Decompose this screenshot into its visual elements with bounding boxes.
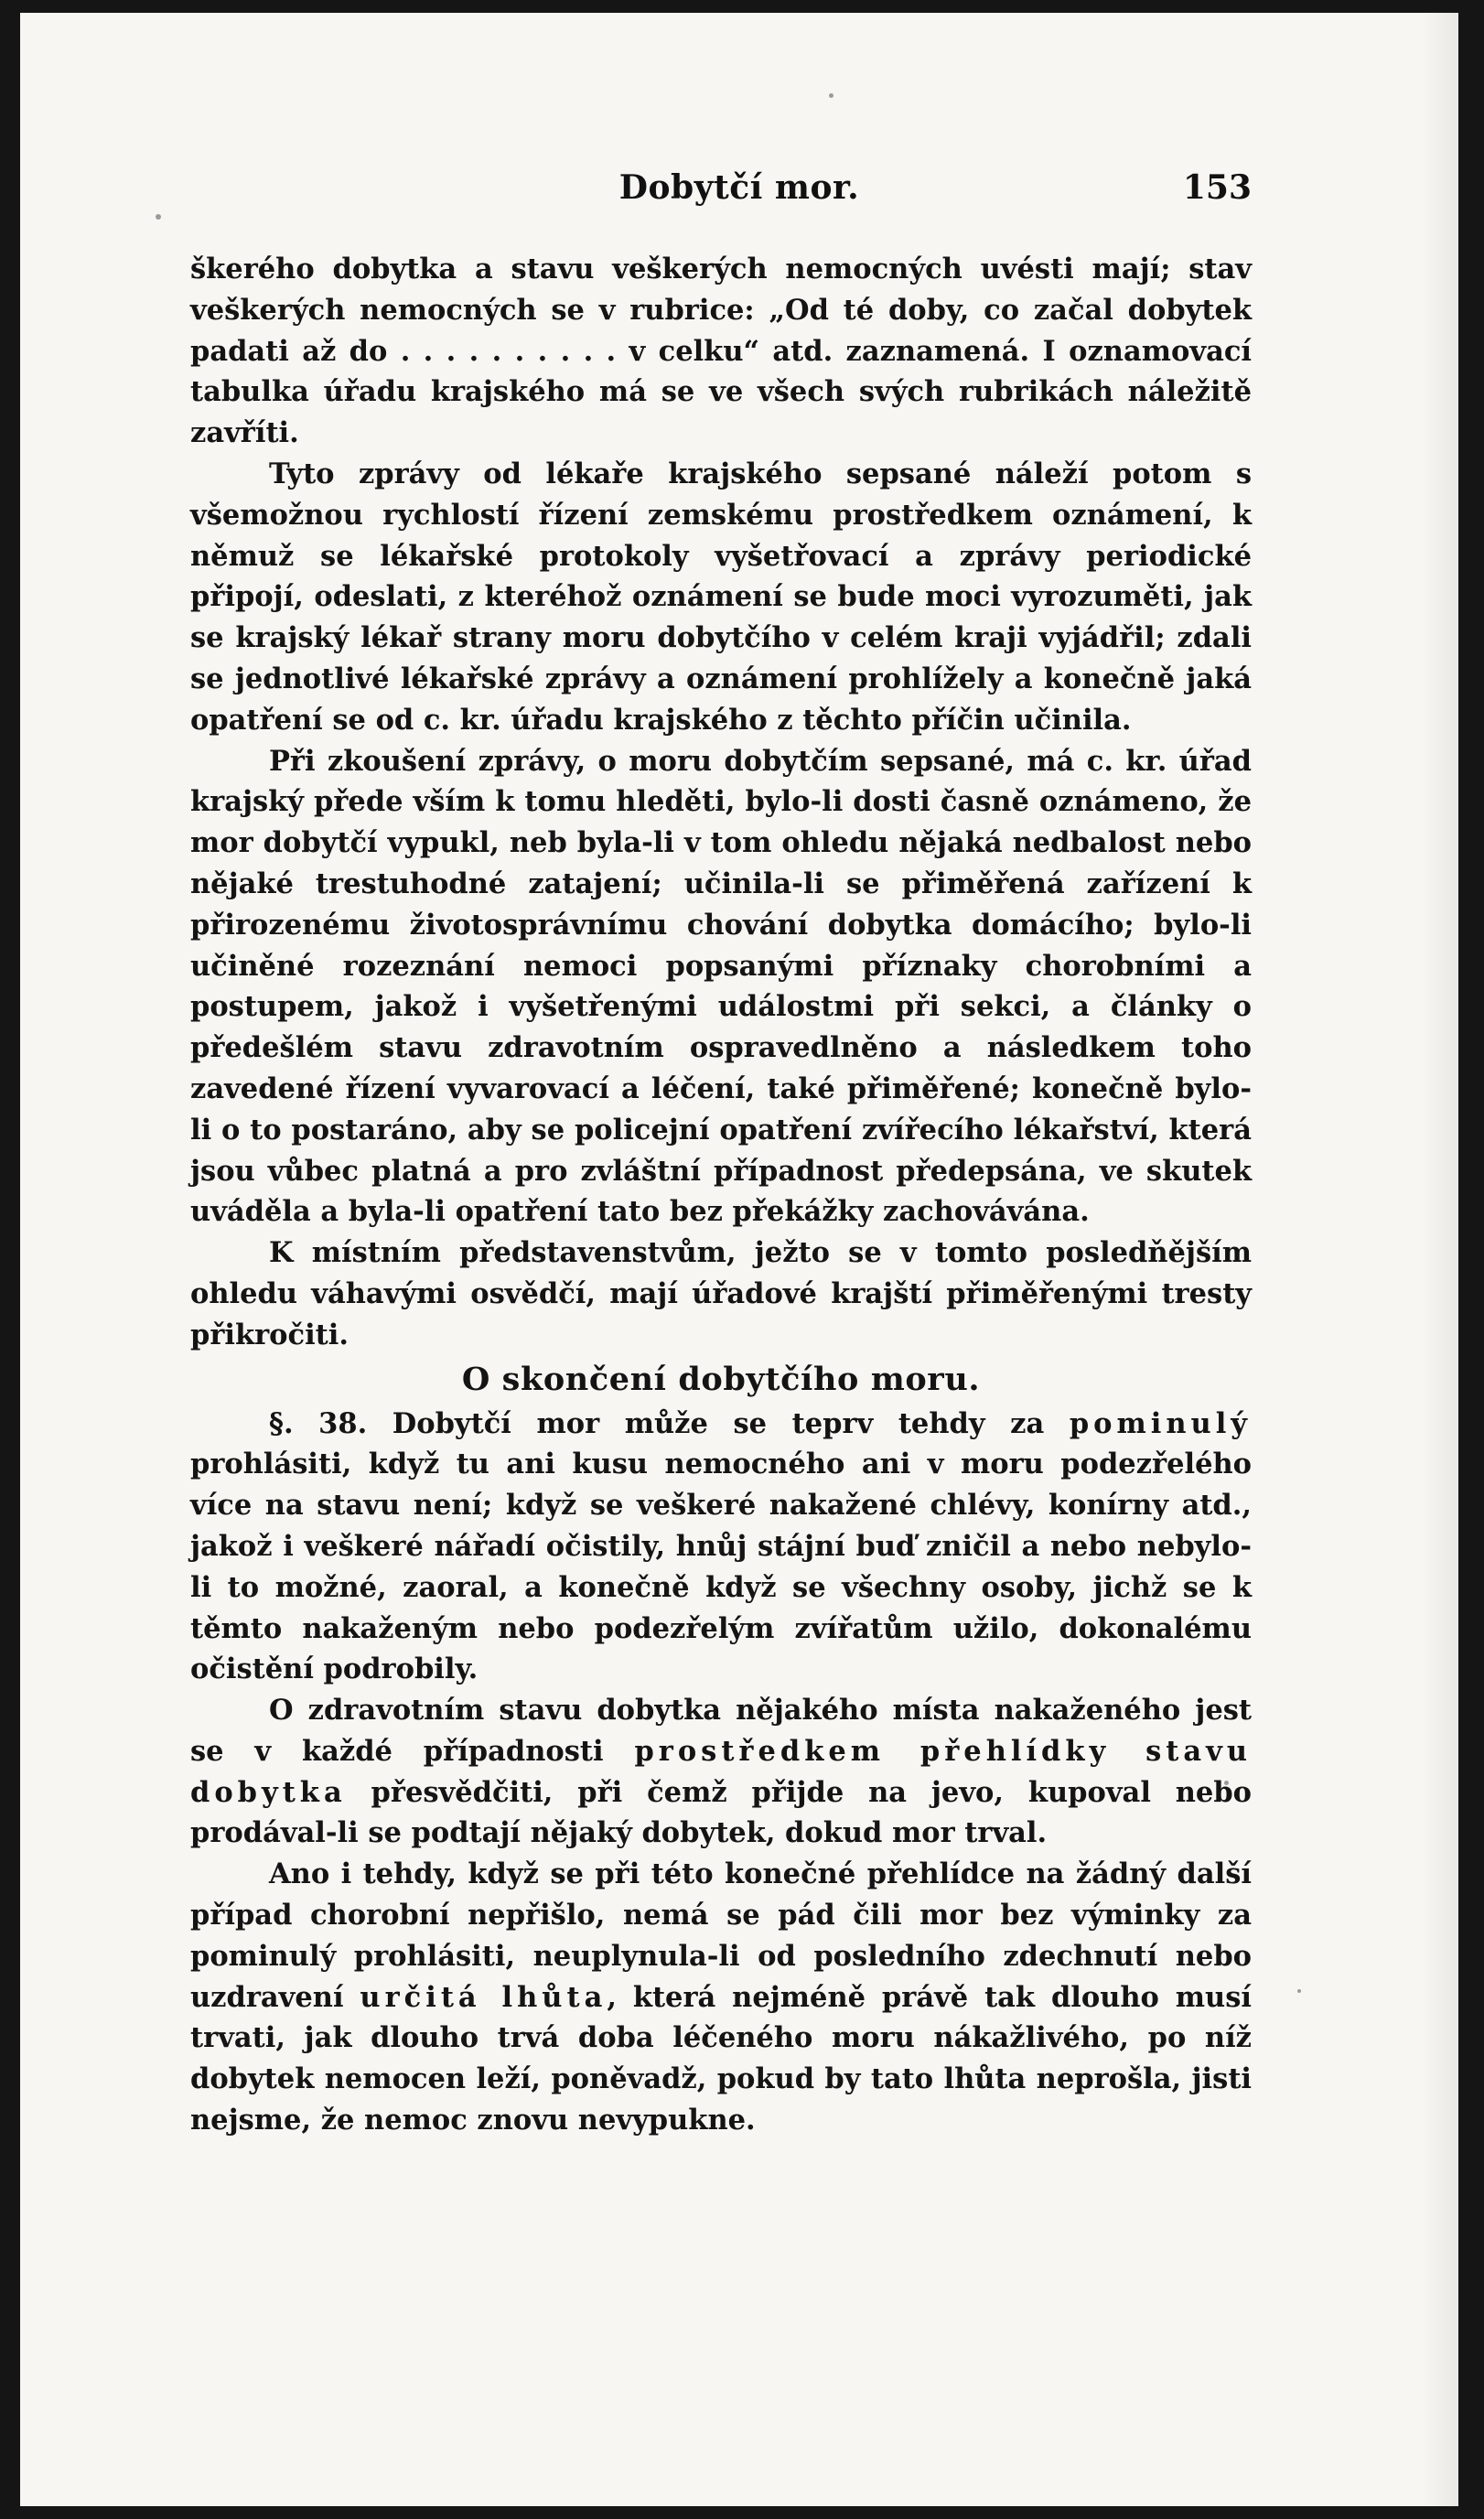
- section-heading: O skončení dobytčího moru.: [461, 1360, 981, 1398]
- text-run: přesvědčiti, při čemž přijde na jevo, kupoval nebo prodával-li se podtají nějaký dobytek, dokud mor trval.: [190, 1775, 1252, 1850]
- emphasis-spaced: určitá lhůta: [360, 1980, 608, 2014]
- paragraph: [190, 1690, 1252, 1854]
- scan-shadow: [1422, 13, 1458, 2506]
- text-run: prohlásiti, když tu ani kusu nemocného ani v moru podezřelého více na stavu není; když se veškeré nakažené chlévy, konírny atd., jakož i veškeré nářadí očistily, hnůj stájní buď zničil a nebo nebylo-li to možné, zaoral, a konečně když se všechny osoby, jichž se k těmto nakaženým nebo podezřelým zvířatům užilo, dokonalému očistění podrobily.: [190, 1448, 1252, 1686]
- paragraph: K místním představenstvům, ježto se v tomto posledňějším ohledu váhavými osvědčí, mají úřadové krajští přiměřenými tresty přikročiti.: [190, 1236, 1252, 1351]
- text-run: , která nejméně právě tak dlouho musí trvati, jak dlouho trvá doba léčeného moru nákažlivého, po níž dobytek nemocen leží, poněvadž, pokud by tato lhůta neprošla, jisti nejsme, že nemoc znovu nevypukne.: [190, 1980, 1252, 2137]
- running-title: Dobytčí mor.: [618, 168, 860, 207]
- body-text: [190, 249, 1252, 2141]
- paragraph: [190, 1854, 1252, 2141]
- paragraph: Při zkoušení zprávy, o moru dobytčím sepsané, má c. kr. úřad krajský přede vším k tomu hleděti, bylo-li dosti časně oznámeno, že mor dobytčí vypukl, neb byla-li v tom ohledu nějaká nedbalost nebo nějaké trestuhodné zatajení; učinila-li se přiměřená zařízení k přirozenému životosprávnímu chování dobytka domácího; bylo-li učiněné rozeznání nemoci popsanými příznaky chorobními a postupem, jakož i vyšetřenými událostmi při sekci, a články o předešlém stavu zdravotním ospravedlněno a následkem toho zavedené řízení vyvarovací a léčení, také přiměřené; konečně bylo-li o to postaráno, aby se policejní opatření zvířecího lékařství, která jsou vůbec platná a pro zvláštní případnost předepsána, ve skutek uváděla a byla-li opatření tato bez překážky zachovávána.: [190, 744, 1252, 1229]
- emphasis-spaced: pominulý: [1069, 1406, 1252, 1440]
- emphasis-spaced: prostředkem přehlídky stavu dobytka: [190, 1734, 1253, 1809]
- text-run: §. 38. Dobytčí mor může se teprv tehdy za: [269, 1406, 1070, 1440]
- scanned-page: [20, 13, 1458, 2506]
- page-header: [20, 168, 1458, 223]
- paragraph: [190, 1404, 1252, 1691]
- paragraph: Tyto zprávy od lékaře krajského sepsané náleží potom s všemožnou rychlostí řízení zemskému prostředkem oznámení, k němuž se lékařské protokoly vyšetřovací a zprávy periodické připojí, odeslati, z kteréhož oznámení se bude moci vyrozuměti, jak se krajský lékař strany moru dobytčího v celém kraji vyjádřil; zdali se jednotlivé lékařské zprávy a oznámení prohlížely a konečně jaká opatření se od c. kr. úřadu krajského z těchto příčin učinila.: [190, 457, 1252, 737]
- page-number: 153: [1182, 168, 1252, 207]
- text-run: O zdravotním stavu dobytka nějakého místa nakaženého jest se v každé případnosti: [190, 1694, 1252, 1768]
- text-run: Ano i tehdy, když se při této konečné přehlídce na žádný další případ chorobní nepřišlo, nemá se pád čili mor bez výminky za pominulý prohlásiti, neuplynula-li od posledního zdechnutí nebo uzdravení: [190, 1857, 1252, 2014]
- print-speck: [829, 93, 833, 98]
- print-speck: [1297, 1989, 1301, 1993]
- paragraph: škerého dobytka a stavu veškerých nemocných uvésti mají; stav veškerých nemocných se v rubrice: „Od té doby, co začal dobytek padati až do . . . . . . . . . . v celku“ atd. zaznamená. I oznamovací tabulka úřadu krajského má se ve všech svých rubrikách náležitě zavříti.: [190, 253, 1252, 450]
